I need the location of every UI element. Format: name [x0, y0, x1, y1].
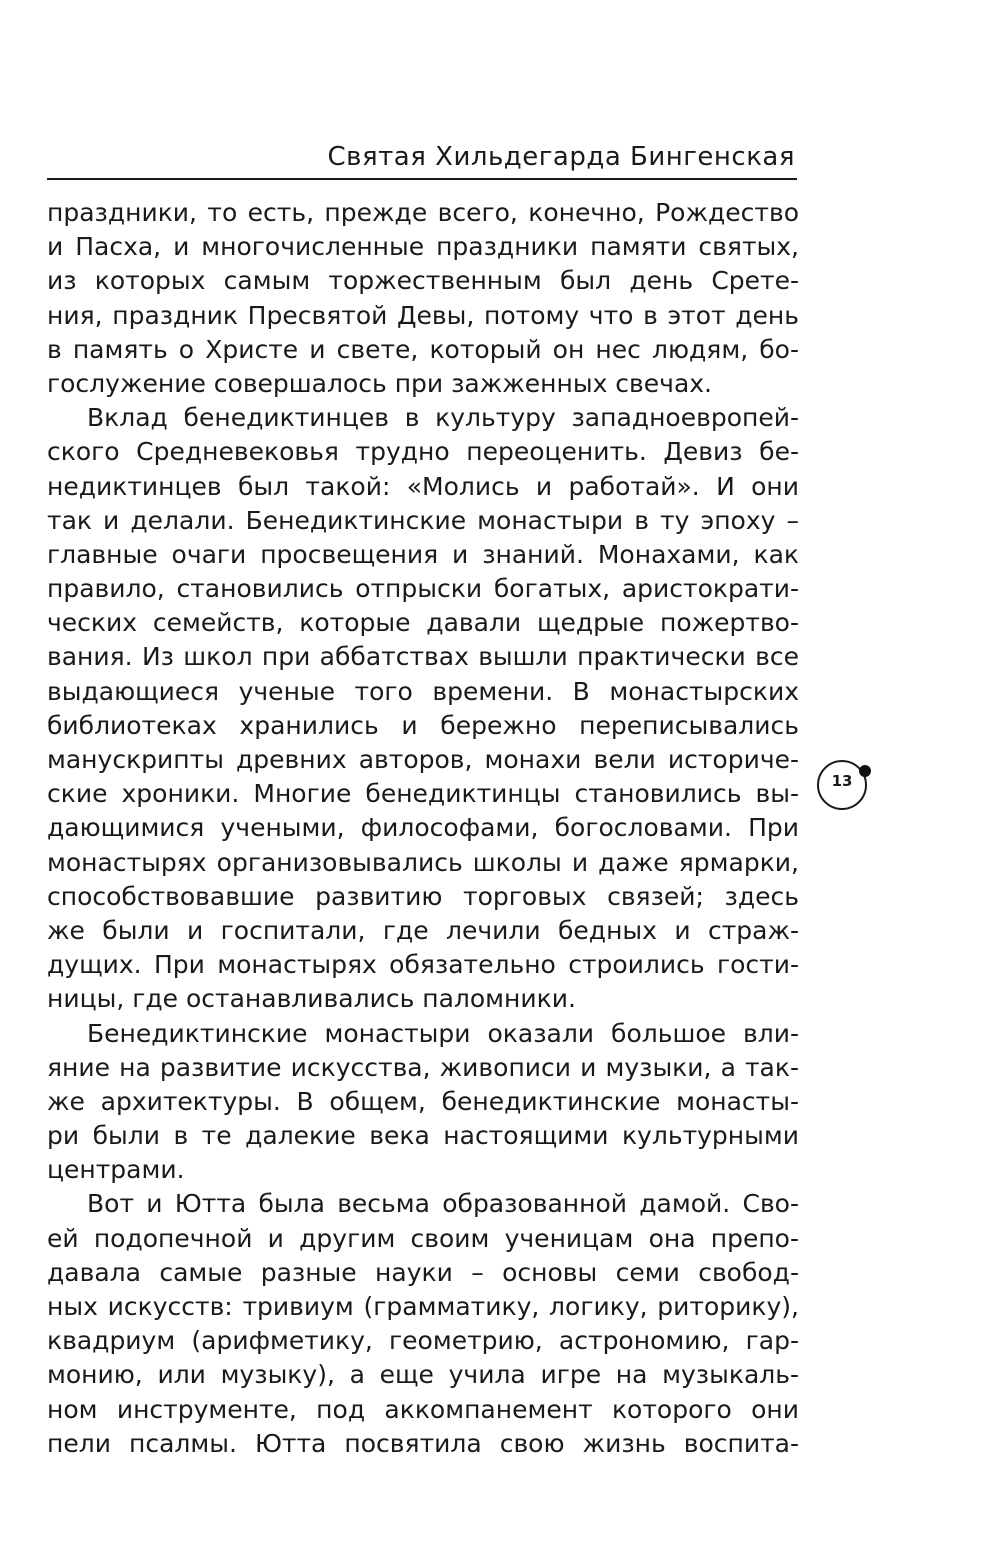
text-line: центрами. — [47, 1155, 185, 1185]
text-line: недиктинцев был такой: «Молись и работай». И они — [47, 471, 799, 501]
text-line: Бенедиктинские монастыри оказали большое вли- — [87, 1018, 799, 1048]
text-line: Вот и Ютта была весьма образованной дамой. Сво- — [87, 1189, 799, 1219]
text-line: же были и госпитали, где лечили бедных и страж- — [47, 915, 799, 945]
text-line: дающимися учеными, философами, богословами. При — [47, 813, 799, 843]
text-line: яние на развитие искусства, живописи и музыки, а так- — [47, 1052, 799, 1082]
text-line: и Пасха, и многочисленные праздники памяти святых, — [47, 232, 799, 262]
text-line: главные очаги просвещения и знаний. Монахами, как — [47, 539, 799, 569]
text-line: манускрипты древних авторов, монахи вели историче- — [47, 745, 799, 774]
body-text — [47, 196, 799, 1461]
text-line: вания. Из школ при аббатствах вышли практически все — [47, 642, 799, 672]
page-number: 13 — [831, 772, 853, 790]
text-line: Вклад бенедиктинцев в культуру западноевропей- — [87, 403, 799, 433]
text-line: давала самые разные науки – основы семи свобод- — [47, 1257, 799, 1287]
text-line: в память о Христе и свете, который он нес людям, бо- — [47, 334, 799, 364]
text-line: квадриум (арифметику, геометрию, астрономию, гар- — [47, 1326, 799, 1356]
text-line: монастырях организовывались школы и даже ярмарки, — [47, 847, 799, 877]
paragraph — [47, 1187, 799, 1461]
paragraph — [47, 196, 799, 401]
text-line: гослужение совершалось при зажженных свечах. — [47, 368, 713, 398]
text-line: способствовавшие развитию торговых связей; здесь — [47, 881, 799, 911]
text-line: ского Средневековья трудно переоценить. Девиз бе- — [47, 437, 799, 467]
text-line: пели псалмы. Ютта посвятила свою жизнь воспита- — [47, 1428, 799, 1458]
text-line: же архитектуры. В общем, бенедиктинские монасты- — [47, 1086, 799, 1116]
text-line: ния, праздник Пресвятой Девы, потому что в этот день — [47, 300, 799, 330]
text-line: ские хроники. Многие бенедиктинцы становились вы- — [47, 779, 799, 809]
text-line: так и делали. Бенедиктинские монастыри в ту эпоху – — [47, 505, 799, 535]
text-line: библиотеках хранились и бережно переписывались — [47, 710, 799, 740]
text-line: выдающиеся ученые того времени. В монастырских — [47, 676, 799, 706]
running-head-title: Святая Хильдегарда Бингенская — [327, 142, 795, 172]
paragraph — [47, 1017, 799, 1188]
text-line: из которых самым торжественным был день Срете- — [47, 266, 799, 296]
text-line: ей подопечной и другим своим ученицам она препо- — [47, 1223, 799, 1253]
running-head — [47, 142, 797, 180]
text-line: ницы, где останавливались паломники. — [47, 984, 576, 1014]
text-line: ри были в те далекие века настоящими культурными — [47, 1121, 799, 1151]
text-line: монию, или музыку), а еще учила игре на музыкаль- — [47, 1360, 799, 1390]
text-line: дущих. При монастырях обязательно строились гости- — [47, 950, 799, 980]
text-line: ном инструменте, под аккомпанемент которого они — [47, 1394, 799, 1424]
text-line: праздники, то есть, прежде всего, конечно, Рождество — [47, 198, 799, 227]
paragraph — [47, 401, 799, 1016]
text-line: ческих семейств, которые давали щедрые пожертво- — [47, 608, 799, 638]
page-marker-dot — [859, 765, 871, 777]
text-line: ных искусств: тривиум (грамматику, логику, риторику), — [47, 1292, 799, 1321]
text-line: правило, становились отпрыски богатых, аристократи- — [47, 574, 799, 604]
page-number-marker — [817, 760, 871, 814]
